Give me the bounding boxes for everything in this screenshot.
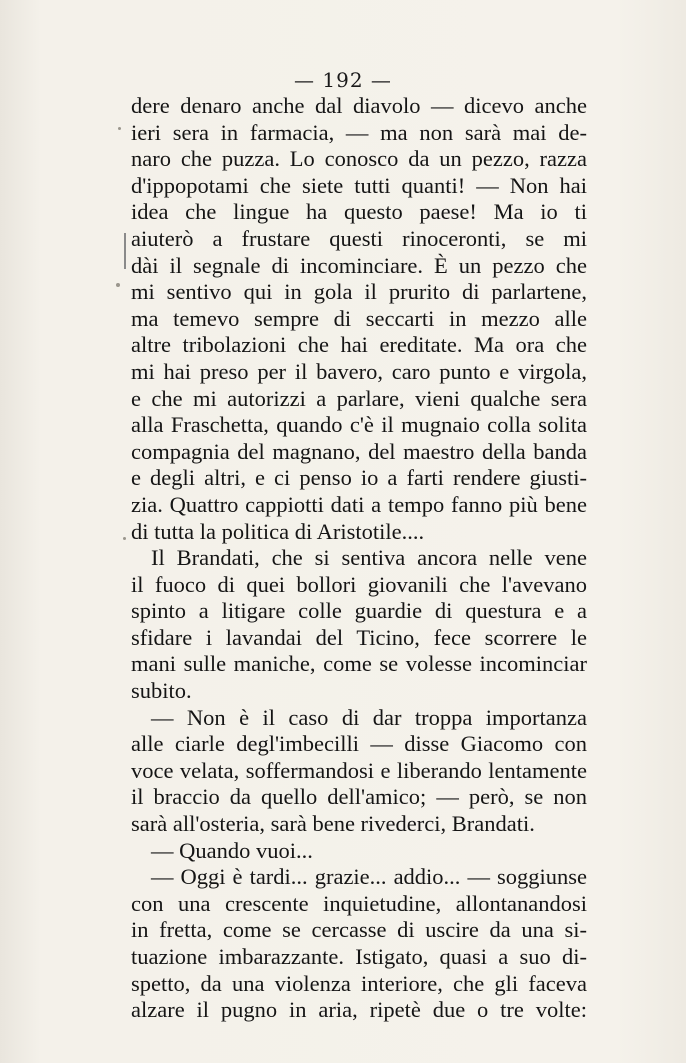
text-line: d'ippopotami che siete tutti quanti! — Non hai: [131, 172, 587, 198]
body-text: [131, 93, 587, 1024]
text-line: spinto a litigare colle guardie di questura e a: [131, 598, 587, 624]
text-line: il braccio da quello dell'amico; — però, se non: [131, 784, 587, 810]
text-line: e che mi autorizzi a parlare, vieni qualche sera: [131, 385, 587, 411]
text-line: sarà all'osteria, sarà bene rivederci, Brandati.: [131, 811, 535, 837]
text-line: — Quando vuoi...: [151, 837, 313, 863]
text-line: dere denaro anche dal diavolo — dicevo anche: [131, 93, 587, 118]
text-line: — Oggi è tardi... grazie... addio... — soggiunse: [151, 864, 587, 890]
text-line: in fretta, come se cercasse di uscire da una si-: [131, 917, 587, 943]
text-line: con una crescente inquietudine, allontanandosi: [131, 890, 587, 916]
text-line: altre tribolazioni che hai ereditate. Ma ora che: [131, 332, 587, 358]
page-number: — 192 —: [294, 68, 392, 92]
text-line: aiuterò a frustare questi rinoceronti, se mi: [131, 225, 587, 251]
text-line: naro che puzza. Lo conosco da un pezzo, razza: [131, 146, 587, 172]
text-line: tuazione imbarazzante. Istigato, quasi a suo di-: [131, 944, 587, 969]
text-line: alla Fraschetta, quando c'è il mugnaio colla solita: [131, 412, 587, 438]
text-line: di tutta la politica di Aristotile....: [131, 518, 425, 544]
ink-speck: [116, 283, 120, 287]
text-line: il fuoco di quei bollori giovanili che l'avevano: [131, 571, 587, 597]
text-line: mi sentivo qui in gola il prurito di parlartene,: [131, 279, 587, 305]
text-line: voce velata, soffermandosi e liberando lentamente: [131, 757, 587, 783]
text-line: e degli altri, e ci penso io a farti rendere giusti-: [131, 465, 587, 491]
text-line: ieri sera in farmacia, — ma non sarà mai de-: [131, 119, 587, 145]
text-line: subito.: [131, 678, 192, 704]
text-line: mani sulle maniche, come se volesse incominciar: [131, 651, 587, 677]
text-line: ma temevo sempre di seccarti in mezzo alle: [131, 305, 587, 331]
margin-mark: [124, 233, 126, 269]
text-line: alzare il pugno in aria, ripetè due o tre volte:: [131, 997, 587, 1023]
text-line: dài il segnale di incominciare. È un pezzo che: [131, 252, 587, 278]
ink-speck: [123, 537, 126, 540]
text-line: compagnia del magnano, del maestro della banda: [131, 438, 587, 464]
text-line: spetto, da una violenza interiore, che gli faceva: [131, 970, 587, 996]
text-line: idea che lingue ha questo paese! Ma io ti: [131, 199, 587, 225]
text-line: Il Brandati, che si sentiva ancora nelle vene: [151, 545, 587, 571]
text-line: mi hai preso per il bavero, caro punto e virgola,: [131, 358, 587, 384]
text-line: sfidare i lavandai del Ticino, fece scorrere le: [131, 624, 587, 650]
text-line: zia. Quattro cappiotti dati a tempo fanno più bene: [131, 491, 587, 517]
ink-speck: [118, 127, 121, 130]
text-line: alle ciarle degl'imbecilli — disse Giacomo con: [131, 731, 587, 757]
text-line: — Non è il caso di dar troppa importanza: [151, 704, 587, 730]
